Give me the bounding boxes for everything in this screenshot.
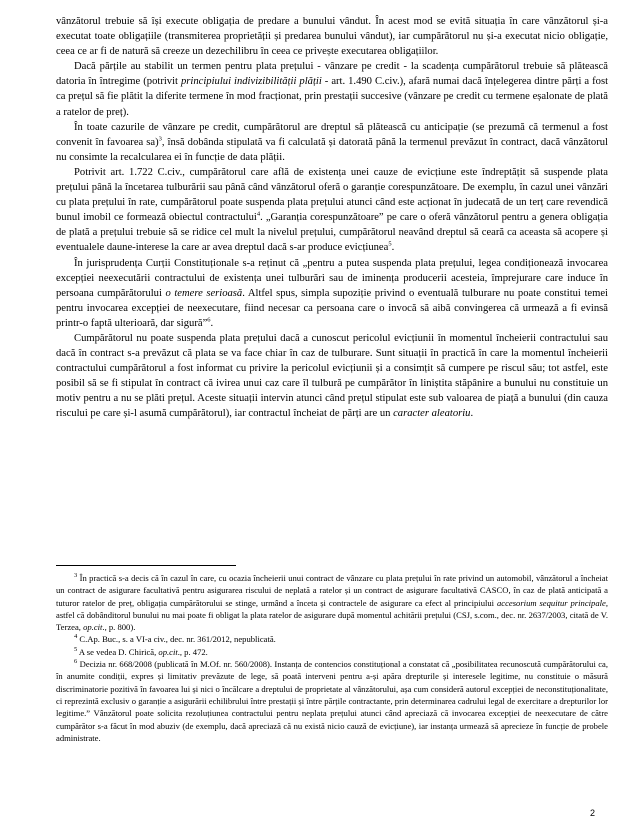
footnote-ref[interactable]: 4	[256, 210, 261, 218]
italic-term: o temere serioasă	[165, 287, 243, 299]
footnote-number: 5	[74, 645, 78, 653]
footnote-separator	[56, 565, 236, 566]
footnote-4: $^4$ C.Ap. Buc., s. a VI-a civ., dec. nr. 361/2012, nepublicată.	[74, 633, 276, 645]
footnotes	[56, 572, 608, 744]
paragraph-3: În toate cazurile de vânzare pe credit, cumpărătorul are dreptul să plătească cu anticipație (se prezumă că termenul a fost convenit în favoarea sa)$^3$, însă dobânda stipulată va fi calculată și datorată până la termenul prevăzut în contract, dacă vânzătorul nu consimte la recalcularea ei în funcție de data plății.	[56, 121, 608, 163]
paragraph-4: Potrivit art. 1.722 C.civ., cumpărătorul care află de existența unei cauze de evicțiune este îndreptățit să suspende plata prețului până la încetarea tulburării sau până când vânzătorul oferă o garanție corespunzătoare. De exemplu, în cazul unei vânzări cu plata prețului în rate, cumpărătorul poate suspenda plata prețului atunci când este acționat în judecată de un terț care revendică bunul imobil ce formează obiectul contractului$^4$. „Garanția corespunzătoare” pe care o oferă vânzătorul pentru a genera obligația de plată a prețului trebuie să se ridice cel mult la nivelul prețului, cumpărătorul neavând dreptul să ceară ca aceasta să acopere și eventualele daune-interese la care ar avea dreptul dacă s-ar produce evicțiunea$^5$.	[56, 166, 608, 254]
footnote-number: 4	[74, 633, 78, 641]
footnote-6: $^6$ Decizia nr. 668/2008 (publicată în M.Of. nr. 560/2008). Instanța de contencios constituțional a constatat că „posibilitatea recunoscută cumpărătorului ca, în anumite condiții, expres și limitativ prevăzute de lege, să poată interveni pentru a-și apăra drepturile și interesele legitime, nu constituie o măsură discriminatorie pozitivă în favoarea lui și nici o încălcare a dreptului de proprietate al vânzătorului, așa cum consideră autorul excepției de neconstituționalitate, ci reprezintă exclusiv o garanție a asigurării echilibrului între prestații și între părțile contractante, prin determinarea cadrului legal de exercitare a drepturilor lor legitime.” Vânzătorul poate solicita rezoluțiunea contractului pentru neplata prețului atunci când apreciază că invocarea excepției de neexecutare de către cumpărător s-a făcut în mod abuziv (de exemplu, dacă apreciază că nu există nicio cauză de evicțiune), iar instanța urmează să aprecieze în funcție de probele administrate.	[56, 658, 608, 743]
italic-term: principiului indivizibilității plății	[180, 76, 322, 88]
paragraph-6: Cumpărătorul nu poate suspenda plata prețului dacă a cunoscut pericolul evicțiunii în momentul încheierii contractului sau dacă în contract s-a prevăzut că plata se va face chiar în caz de tulburare. Sunt situații în practică în care la momentul încheierii contractului cumpărătorul a fost informat cu privire la pericolul evicțiunii și a consimțit să cumpere pe riscul său; tot astfel, este posibil să se fi stipulat în contract că ivirea unui caz care îl tulbură pe cumpărător în liniștita stăpânire a bunului nu constituie un motiv pentru a nu se plăti prețul. Aceste situații intervin atunci când prețul stipulat este sub valoarea de piață a bunului (din cauza riscului pe care și-l asumă cumpărătorul), iar contractul încheiat de părți are un caracter aleatoriu.	[56, 332, 608, 420]
page-number: 2	[590, 808, 596, 818]
footnote-number: 3	[74, 572, 78, 580]
footnote-5: $^5$ A se vedea D. Chirică, op.cit., p. 472.	[74, 645, 208, 657]
footnote-ref[interactable]: 5	[388, 240, 392, 248]
paragraph-5: În jurisprudența Curții Constituționale s-a reținut că „pentru a putea suspenda plata prețului, legea condiționează invocarea excepției neexecutării contractului de existența unei tulburări sau de iminența producerii acesteia, împrejurare care induce în persoana cumpărătorului o temere serioasă. Altfel spus, simpla supoziție privind o eventuală tulburare nu poate constitui temei pentru invocarea excepției de neexecutare, fiind necesar ca persoana care o invocă să aibă convingerea că urmează a fi evinsă printr-o faptă ulterioară, dar sigură”$^6$.	[56, 257, 608, 329]
footnote-number: 6	[74, 658, 78, 666]
paragraph-2: Dacă părțile au stabilit un termen pentru plata prețului - vânzare pe credit - la scadența cumpărătorul trebuie să plătească datoria în întregime (potrivit principiului indivizibilității plății - art. 1.490 C.civ.), afară numai dacă înțelegerea dintre părți a fost ca prețul să fie plătit la diferite termene în mod fracționat, prin prestații succesive (vânzare pe credit cu termene eșalonate de plată a ratelor de preț).	[56, 61, 609, 118]
body-text	[56, 14, 608, 422]
italic-term: caracter aleatoriu	[393, 408, 471, 420]
footnote-ref[interactable]: 6	[207, 316, 211, 324]
footnote-ref[interactable]: 3	[158, 135, 162, 143]
footnote-3: $^3$ În practică s-a decis că în cazul în care, cu ocazia încheierii unui contract de vânzare cu plata prețului în rate privind un automobil, vânzătorul a încheiat un contract de asigurare facultativă pentru asigurarea riscului de neplată a ratelor și un contract de asigurare facultativă CASCO, în caz de plată anticipată a tuturor ratelor de preț, obligația cumpărătorului se stinge, urmând a înceta și contractele de asigurare ca efect al principiului accesorium sequitur principale, astfel că dobânditorul bunului nu mai poate fi obligat la plata ratelor de asigurare după momentul achitării prețului (CSJ, s.com., dec. nr. 2637/2003, citată de V. Terzea, op.cit., p. 800).	[56, 572, 608, 633]
paragraph-1: vânzătorul trebuie să își execute obligația de predare a bunului vândut. În acest mod se evită situația în care vânzătorul și-a executat toate obligațiile (transmiterea proprietății și predarea bunului vândut), iar cumpărătorul nu și-a executat nicio obligație, ceea ce ar fi de natură să creeze un dezechilibru în ceea ce privește executarea obligațiilor.	[56, 16, 608, 58]
